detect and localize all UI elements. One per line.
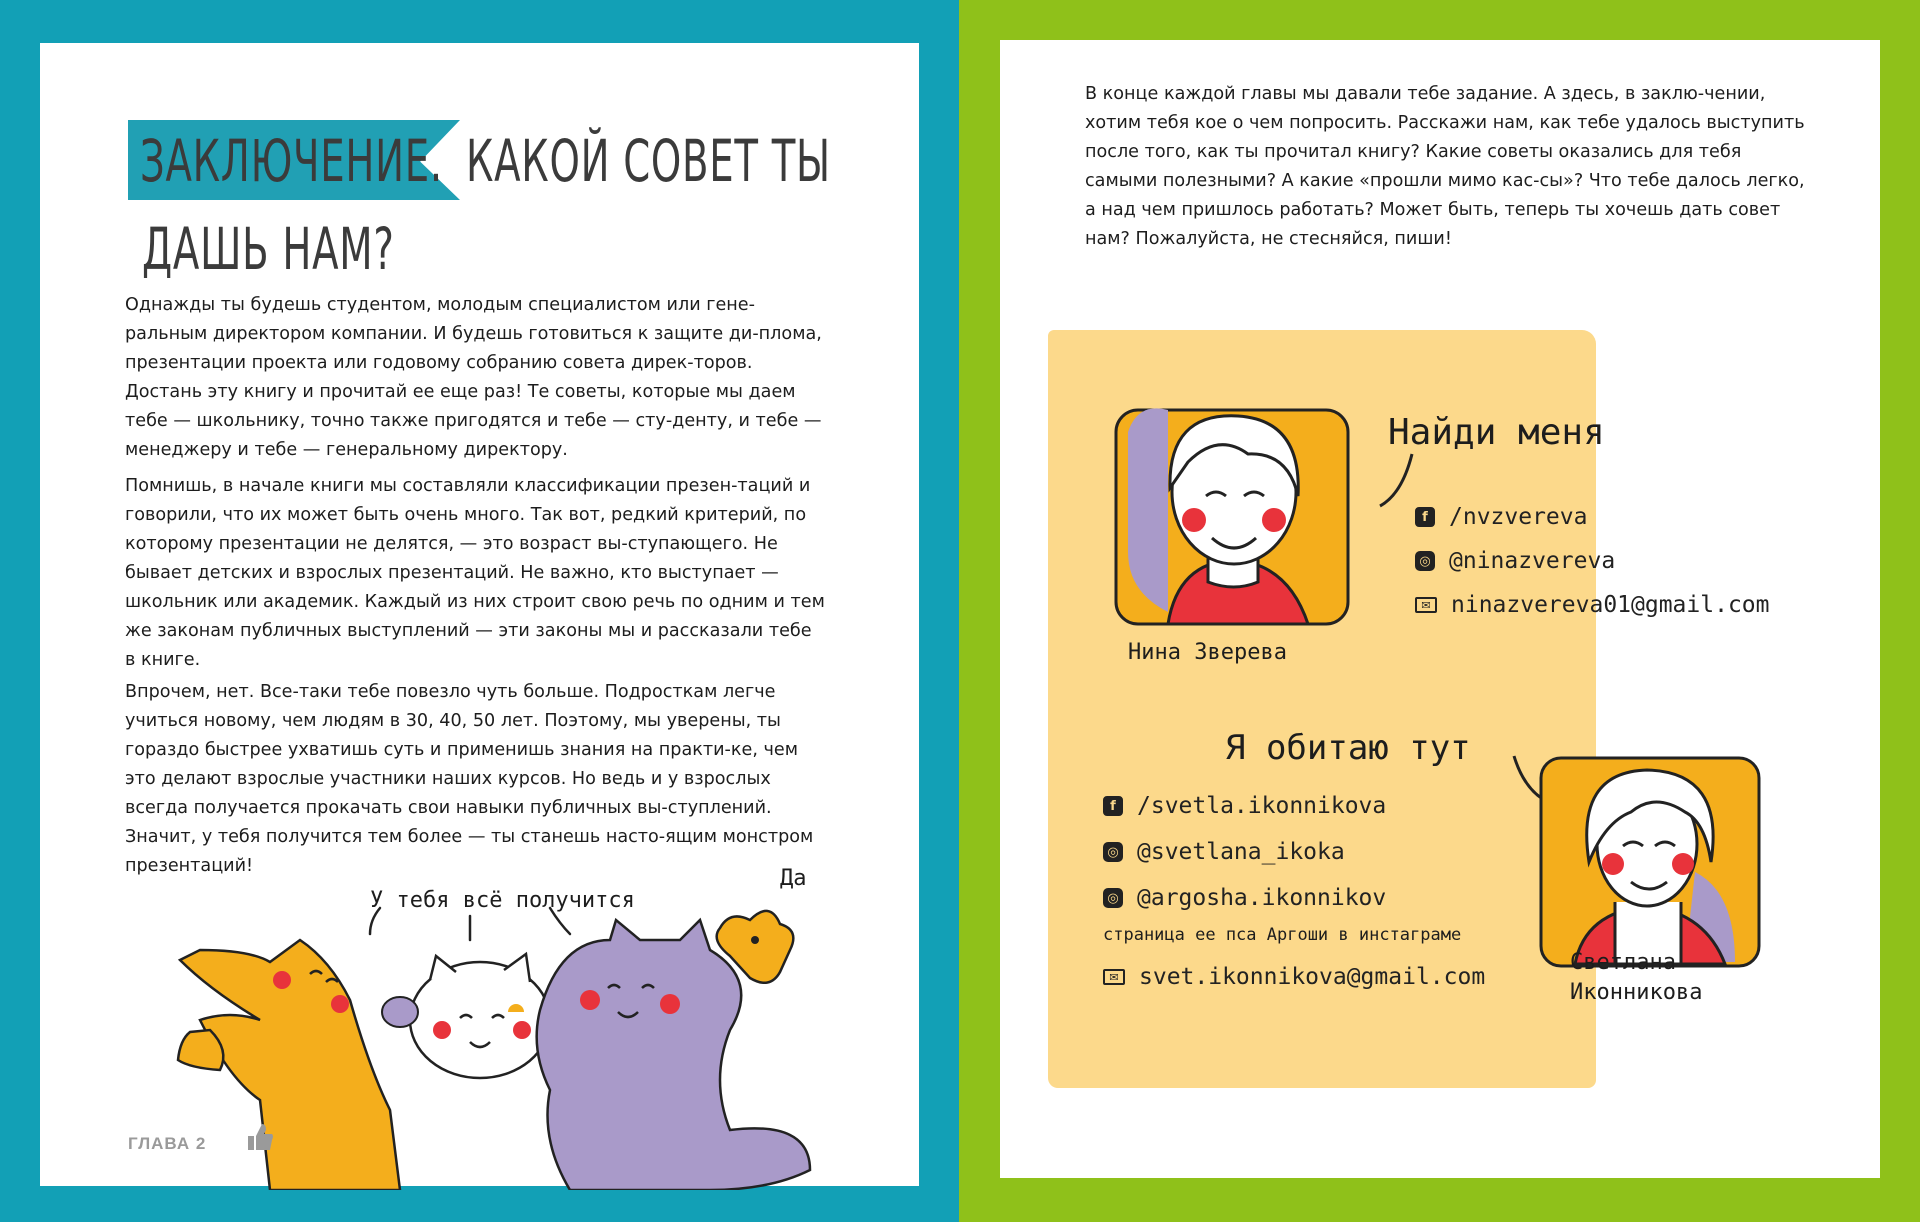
dog-character	[178, 940, 400, 1190]
mail-icon: ✉	[1103, 969, 1125, 985]
facebook-icon: f	[1103, 796, 1123, 816]
mail-icon: ✉	[1415, 597, 1437, 613]
paragraph-1: Однажды ты будешь студентом, молодым специалистом или гене-ральным директором компании. И будешь готовиться к защите ди-плома, презентации проекта или годовому собранию совета дирек-торов. Достань эту книгу и прочитай ее еще раз! Те советы, которые мы даем тебе — школьнику, точно также пригодятся и тебе — сту-денту, и тебе — менеджеру и тебе — генеральному директору.	[125, 295, 822, 460]
title-line-2: ДАШЬ НАМ?	[142, 215, 395, 283]
speech-main: У тебя всё получится	[370, 888, 635, 913]
author1-heading: Найди меня	[1388, 412, 1605, 453]
author2-instagram-handle: @svetlana_ikoka	[1137, 839, 1345, 865]
title-highlight: ЗАКЛЮЧЕНИЕ.	[140, 127, 443, 195]
author2-heading: Я обитаю тут	[1225, 728, 1471, 768]
author1-facebook-handle: /nvzvereva	[1449, 504, 1588, 530]
paragraph-2: Помнишь, в начале книги мы составляли классификации презен-таций и говорили, что их может быть очень много. Так вот, редкий критерий, по которому презентации не делятся, — это возраст вы-ступающего. Не бывает детских и взрослых презентаций. Не важно, кто выступает — школьник или академик. Каждый из них строит свою речь по одним и тем же законам публичных выступлений — эти законы мы и рассказали тебе в книге.	[125, 476, 825, 670]
title-line-1: КАКОЙ СОВЕТ ТЫ	[466, 127, 831, 195]
author1-email-address: ninazvereva01@gmail.com	[1451, 592, 1770, 618]
author2-name-line1: Светлана	[1570, 950, 1676, 975]
author2-instagram-dog[interactable]	[1103, 885, 1386, 911]
author1-name: Нина Зверева	[1128, 640, 1287, 665]
svetlana-portrait	[1535, 752, 1765, 972]
author1-email[interactable]	[1415, 592, 1770, 618]
author1-instagram[interactable]	[1415, 548, 1615, 574]
facebook-icon: f	[1415, 507, 1435, 527]
instagram-icon: ◎	[1415, 551, 1435, 571]
author2-email[interactable]	[1103, 964, 1485, 990]
nina-portrait	[1108, 392, 1358, 632]
author1-instagram-handle: @ninazvereva	[1449, 548, 1616, 574]
thumbs-up-icon	[246, 1122, 274, 1152]
author2-email-address: svet.ikonnikova@gmail.com	[1139, 964, 1486, 990]
author2-instagram[interactable]	[1103, 839, 1345, 865]
intro-text: В конце каждой главы мы давали тебе задание. А здесь, в заклю-чении, хотим тебя кое о чем попросить. Расскажи нам, как тебе удалось выступить после того, как ты прочитал книгу? Какие советы оказались для тебя самыми полезными? А какие «прошли мимо кас-сы»? Что тебе далось легко, а над чем пришлось работать? Может быть, теперь ты хочешь дать совет нам? Пожалуйста, не стесняйся, пиши!	[1085, 84, 1805, 249]
author2-facebook[interactable]	[1103, 793, 1386, 819]
author2-name-line2: Иконникова	[1570, 980, 1703, 1005]
dog-page-note: страница ее пса Аргоши в инстаграме	[1103, 925, 1462, 945]
paragraph-3: Впрочем, нет. Все-таки тебе повезло чуть больше. Подросткам легче учиться новому, чем людям в 30, 40, 50 лет. Поэтому, мы уверены, ты гораздо быстрее ухватишь суть и применишь знания на практи-ке, чем это делают взрослые участники наших курсов. Но ведь и у взрослых всегда получается прокачать свои навыки публичных вы-ступлений. Значит, у тебя получится тем более — ты станешь насто-ящим монстром презентаций!	[125, 682, 814, 876]
speech-yes: Да	[780, 866, 807, 891]
white-cat-character	[382, 954, 550, 1078]
author2-instagram-dog-handle: @argosha.ikonnikov	[1137, 885, 1387, 911]
pointer-line-1	[1378, 450, 1418, 510]
footer-chapter: ГЛАВА 2	[128, 1134, 207, 1153]
author2-facebook-handle: /svetla.ikonnikova	[1137, 793, 1387, 819]
author1-facebook[interactable]	[1415, 504, 1587, 530]
instagram-icon: ◎	[1103, 888, 1123, 908]
instagram-icon: ◎	[1103, 842, 1123, 862]
